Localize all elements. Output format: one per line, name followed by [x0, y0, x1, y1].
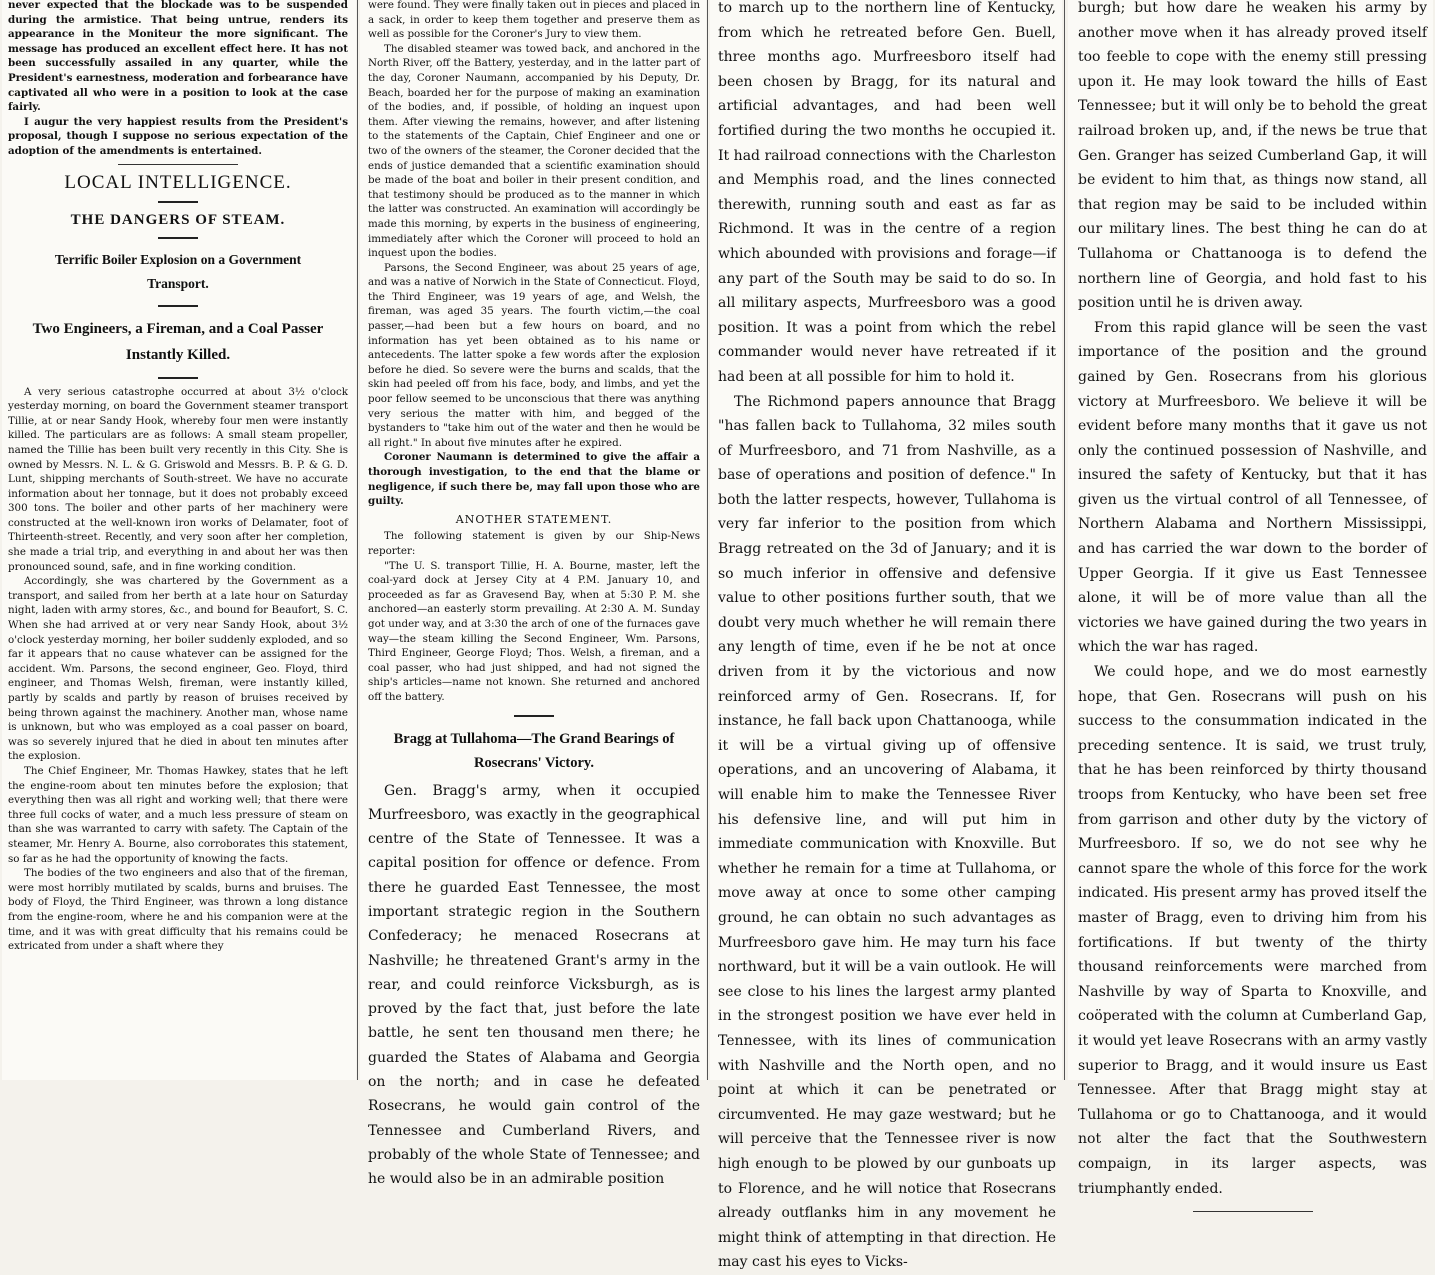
paragraph: Parsons, the Second Engineer, was about 25 years of age, and was a native of Norwich in the State of Connecticut. Floyd, the Third Engineer, was 19 years of age, and Welsh, the fireman, was aged 35 years. The fourth victim,—the coal passer,—had been but a few hours on board, and no information has yet been obtained as to his name or antecedents. The latter spoke a few words after the explosion before he died. So severe were the burns and scalds, that the skin had peeled off from his face, body, and limbs, and yet the poor fellow seemed to be unconscious that there was anything very serious the matter with him, and begged of the bystanders to "take him out of the water and then he would be all right." In about five minutes after he expired.: [368, 261, 700, 449]
column-3: [710, 0, 1062, 1271]
paragraph: Coroner Naumann is determined to give the affair a thorough investigation, to the end that the blame or negligence, if such there be, may fall upon those who are guilty.: [368, 451, 700, 508]
paragraph: The disabled steamer was towed back, and anchored in the North River, off the Battery, yesterday, and in the latter part of the day, Coroner Naumann, accompanied by his Deputy, Dr. Beach, boarded her for the purpose of making an examination of the bodies, and, if possible, of holding an inquest upon them. After viewing the remains, however, and after listening to the statements of the Captain, Chief Engineer and one or two of the owners of the steamer, the Coroner decided that the ends of justice demanded that a scientific examination should be made of the boat and boiler in their present condition, and that testimony should be produced as to the manner in which the latter was constructed. An examination will accordingly be made this morning, by experts in the business of engineering, immediately after which the Coroner will proceed to hold an inquest upon the bodies.: [368, 42, 700, 260]
divider: [514, 715, 554, 717]
article-continuation-text-2: I augur the very happiest results from the President's proposal, though I suppose no serious expectation of the adoption of the amendments is entertained.: [8, 115, 348, 157]
deck-2: Two Engineers, a Fireman, and a Coal Passer Instantly Killed.: [32, 320, 324, 363]
paragraph: We could hope, and we do most earnestly hope, that Gen. Rosecrans will push on his success to the consummation indicated in the preceding sentence. It is said, we trust truly, that he has been reinforced by thirty thousand troops from Kentucky, who have been set free from garrison and other duty by the victory of Murfreesboro. If so, we do not see why he cannot spare the whole of this force for the work indicated. His present army has proved itself the master of Bragg, even to driving him from his fortifications. If but twenty of the thirty thousand reinforcements were marched from Nashville by way of Sparta to Knoxville, and coöperated with the column at Cumberland Gap, it would yet leave Rosecrans with an army vastly superior to Bragg, and it would insure us East Tennessee. After that Bragg might stay at Tullahoma or go to Chattanooga, and it would not alter the fact that the Southwestern compaign, in its larger aspects, was triumphantly ended.: [1078, 664, 1427, 1197]
paragraph: Accordingly, she was chartered by the Government as a transport, and sailed from her berth at a late hour on Saturday night, laden with army stores, &c., and bound for Beaufort, S. C. When she had arrived at or very near Sandy Hook, about 3½ o'clock yesterday morning, her boiler suddenly exploded, and so far it appears that no cause whatever can be assigned for the accident. Wm. Parsons, the second engineer, Geo. Floyd, third engineer, and Thomas Welsh, fireman, were instantly killed, partly by scalds and partly by reason of bruises received by being thrown against the machinery. Another man, whose name is unknown, but who was employed as a coal passer on board, was so severely injured that he died in about ten minutes after the explosion.: [8, 575, 348, 763]
divider: [158, 377, 198, 379]
article-continuation-text: never expected that the blockade was to be suspended during the armistice. That being untrue, renders its appearance in the Moniteur the more significant. The message has produced an excellent effect here. It has not been successfully assailed in any quarter, while the President's earnestness, moderation and forbearance have captivated all who were in a position to look at the case fairly.: [8, 0, 348, 114]
paragraph: From this rapid glance will be seen the vast importance of the position and the ground gained by Gen. Rosecrans from his glorious victory at Murfreesboro. We believe it will be evident before many months that it gave us not only the continued possession of Nashville, and insured the safety of Kentucky, but that it has given us the virtual control of all Tennessee, of Northern Alabama and Northern Mississippi, and has carried the war down to the border of Upper Georgia. If it give us East Tennessee alone, it will be of more value than all the victories we have gained during the two years in which the war has raged.: [1078, 319, 1427, 656]
divider: [158, 237, 198, 239]
subheading: ANOTHER STATEMENT.: [455, 512, 613, 526]
column-4: [1068, 0, 1433, 1197]
paragraph: burgh; but how dare he weaken his army by another move when it has already proved itself too feeble to cope with the enemy still pressing upon it. He may look toward the hills of East Tennessee; but it will only be to behold the great railroad broken up, and, if the news be true that Gen. Granger has seized Cumberland Gap, it will be evident to him that, as things now stand, all that region may be said to be included within our military lines. The best thing he can do at Tullahoma or Chattanooga is to defend the northern line of Georgia, and hold fast to his position until he is driven away.: [1078, 0, 1427, 312]
divider: [158, 305, 198, 307]
section-title: LOCAL INTELLIGENCE.: [64, 171, 292, 193]
paragraph: were found. They were finally taken out in pieces and placed in a sack, in order to keep them together and preserve them as well as possible for the Coroner's Jury to view them.: [368, 0, 700, 41]
divider: [118, 164, 238, 165]
paragraph: The Chief Engineer, Mr. Thomas Hawkey, states that he left the engine-room about ten minutes before the explosion; that everything then was all right and working well; that there were three full cocks of water, and a much less pressure of steam on than she was warranted to carry with safety. The Captain of the steamer, Mr. Henry A. Bourne, also corroborates this statement, so far as he had the opportunity of knowing the facts.: [8, 764, 348, 865]
paragraph: A very serious catastrophe occurred at about 3½ o'clock yesterday morning, on board the Government steamer transport Tillie, at or near Sandy Hook, whereby four men were instantly killed. The particulars are as follows: A small steam propeller, named the Tillie has been built very recently in this City. She is owned by Messrs. N. L. & G. Griswold and Messrs. B. P. & G. D. Lunt, shipping merchants of South-street. We have no accurate information about her tonnage, but it does not probably exceed 300 tons. The boiler and other parts of her machinery were constructed at the well-known iron works of Delamater, foot of Thirteenth-street. Recently, and very soon after her completion, she made a trial trip, and everything in and about her was then pronounced sound, safe, and in fine working condition.: [8, 385, 348, 573]
paragraph: The Richmond papers announce that Bragg "has fallen back to Tullahoma, 32 miles south of Murfreesboro, and 71 from Nashville, as a base of operations and position of defence." In both the latter respects, however, Tullahoma is very far inferior to the position from which Bragg retreated on the 3d of January; and it is so much inferior in offensive and defensive value to other positions further south, that we doubt very much whether he will remain there any length of time, even if he be not at once driven from it by the victorious and now reinforced army of Gen. Rosecrans. If, for instance, he fall back upon Chattanooga, while it will be a virtual giving up of offensive operations, and an uncovering of Alabama, it will enable him to make the Tennessee River his defensive line, and will put him in immediate communication with Knoxville. But whether he remain for a time at Tullahoma, or move away at once to some other camping ground, he can obtain no such advantages as Murfreesboro gave him. He may turn his face northward, but it will be a vain outlook. He will see close to his lines the largest army planted in the strongest position we have ever held in Tennessee, with its lines of communication with Nashville and the North open, and no point at which it can be penetrated or circumvented. He may gaze westward; but he will perceive that the Tennessee river is now high enough to be plowed by our gunboats up to Florence, and he will notice that Rosecrans already outflanks him in any movement he might think of attempting in that direction. He may cast his eyes to Vicks-: [718, 393, 1056, 1271]
column-rule: [1064, 0, 1065, 1080]
column-rule: [707, 0, 708, 1080]
paragraph: The bodies of the two engineers and also that of the fireman, were most horribly mutilated by scalds, burns and bruises. The body of Floyd, the Third Engineer, was thrown a long distance from the engine-room, where he and his companion were at the time, and it was with great difficulty that his remains could be extricated from under a shaft where they: [8, 867, 348, 953]
column-rule: [357, 0, 358, 1080]
deck-1: Terrific Boiler Explosion on a Government Transport.: [54, 251, 302, 291]
paragraph: The following statement is given by our Ship-News reporter:: [368, 530, 700, 557]
column-2: [360, 0, 706, 1188]
paragraph: "The U. S. transport Tillie, H. A. Bourne, master, left the coal-yard dock at Jersey City at 4 P.M. January 10, and proceeded as far as Gravesend Bay, when at 5:30 P. M. she anchored—an easterly storm prevailing. At 2:30 A. M. Sunday got under way, and at 3:30 the arch of one of the furnaces gave way—the steam killing the Second Engineer, Wm. Parsons, Third Engineer, George Floyd; Thos. Welsh, a fireman, and a coal passer, who had just shipped, and had not signed the ship's articles—name not known. She returned and anchored off the battery.: [368, 559, 700, 703]
column-1: [2, 0, 356, 1080]
headline: THE DANGERS OF STEAM.: [70, 211, 286, 228]
divider: [158, 201, 198, 203]
paragraph: to march up to the northern line of Kentucky, from which he retreated before Gen. Buell, three months ago. Murfreesboro itself had been chosen by Bragg, for its natural and artificial advantages, and had been well fortified during the two months he occupied it. It had railroad connections with the Charleston and Memphis road, and the lines connected therewith, running south and east as far as Richmond. It was in the centre of a region which abounded with provisions and forage—if any part of the South may be said to do so. In all military aspects, Murfreesboro was a good position. It was a point from which the rebel commander would never have retreated if it had been at all possible for him to hold it.: [718, 0, 1056, 385]
headline-2: Bragg at Tullahoma—The Grand Bearings of Rosecrans' Victory.: [393, 730, 675, 771]
end-rule: [1193, 1211, 1313, 1212]
paragraph: Gen. Bragg's army, when it occupied Murfreesboro, was exactly in the geographical centre of the State of Tennessee. It was a capital position for offence or defence. From there he guarded East Tennessee, the most important strategic region in the Southern Confederacy; he menaced Rosecrans at Nashville; he threatened Grant's army in the rear, and could reinforce Vicksburgh, as is proved by the fact that, just before the late battle, he sent ten thousand men there; he guarded the States of Alabama and Georgia on the north; and in case he defeated Rosecrans, he would gain control of the Tennessee and Cumberland Rivers, and probably of the whole State of Tennessee; and he would also be in an admirable position: [368, 782, 701, 1188]
